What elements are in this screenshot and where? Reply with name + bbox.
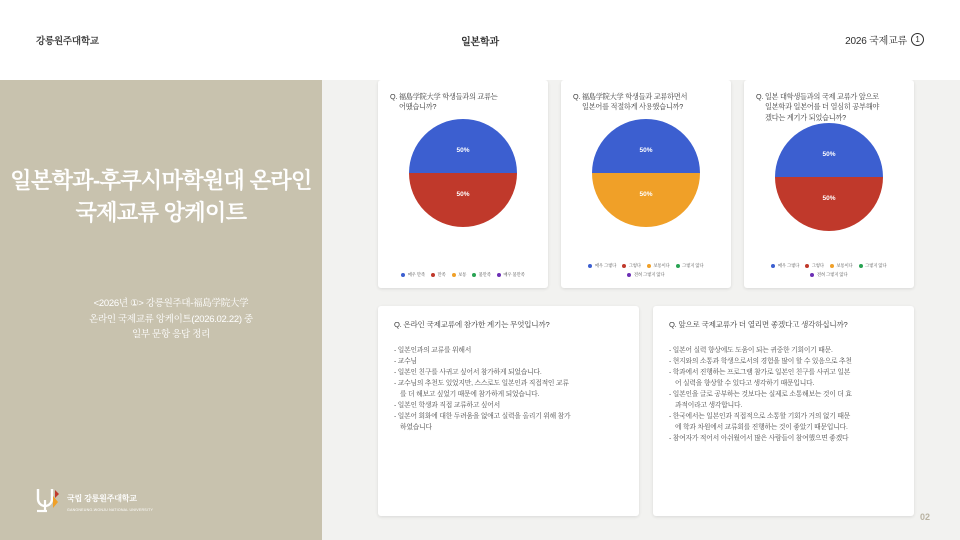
chart-1-legend-label-3: 불만족: [478, 272, 491, 277]
response-card-2-line-4: - 일본인을 글로 공부하는 것보다는 실제로 소통해보는 것이 더 효: [669, 390, 852, 398]
chart-3-legend-item-2: [830, 263, 853, 269]
response-card-2-line-8: - 참여자가 적어서 아쉬웠어서 많은 사람들이 참여했으면 좋겠다: [669, 434, 849, 442]
response-card-1-question: Q. 온라인 국제교류에 참가한 계기는 무엇입니까?: [394, 320, 550, 329]
chart-1-legend: [378, 272, 548, 278]
chart-3-legend-item-4: [810, 272, 847, 278]
response-card-1-line-3: - 교수님의 추천도 있었지만, 스스로도 일본인과 직접적인 교류: [394, 379, 569, 387]
chart-3-legend-item-0: [771, 263, 799, 269]
response-card-2-question: Q. 앞으로 국제교류가 더 열리면 좋겠다고 생각하십니까?: [669, 320, 848, 329]
slide-main-title-line-2: 온라인 국제교류: [75, 168, 312, 225]
chart-1-pie-area: [378, 119, 548, 239]
chart-1-question-line-1: Q. 福島学院大学 학생들과의 교류는: [390, 92, 498, 101]
chart-3-legend-label-4: 전혀 그렇지 않다: [816, 272, 848, 277]
chart-1-legend-label-4: 매우 불만족: [503, 272, 525, 277]
response-card-2-line-6: - 한국에서는 일본인과 직접적으로 소통할 기회가 거의 없기 때문: [669, 412, 851, 420]
chart-1-legend-item-3: [472, 272, 491, 278]
slide-main-title-line-3: 앙케이트: [163, 199, 247, 225]
slide-subtitle-line-3: 일부 문항 응답 정리: [131, 329, 211, 341]
chart-3-legend-item-3: [859, 263, 887, 269]
chart-3-legend-label-0: 매우 그렇다: [777, 263, 800, 268]
chart-2-legend-label-4: 전혀 그렇지 않다: [633, 272, 665, 277]
chart-3-label-bottom: 50%: [822, 195, 836, 203]
response-card-2-line-3: 어 실력을 향상할 수 있다고 생각하기 때문입니다.: [675, 379, 815, 387]
chart-3-legend: [744, 263, 914, 278]
legend-dot-icon: [452, 273, 456, 277]
page-number: 02: [919, 512, 930, 522]
top-header-bar: [0, 0, 960, 80]
response-card-1-line-5: - 일본인 학생과 직접 교류하고 싶어서: [394, 401, 500, 409]
chart-3-pie: [775, 123, 883, 231]
legend-dot-icon: [401, 273, 405, 277]
chart-1-label-bottom: 50%: [456, 190, 470, 198]
chart-1-legend-item-2: [452, 272, 467, 278]
legend-dot-icon: [859, 264, 863, 268]
chart-3-question-line-1: Q. 일본 대학생들과의 국제 교류가 앞으로: [756, 92, 879, 101]
legend-dot-icon: [810, 273, 814, 277]
chart-2-legend-item-0: [588, 263, 616, 269]
chart-3-label-top: 50%: [822, 151, 836, 159]
chart-3-legend-label-3: 그렇지 않다: [865, 263, 887, 268]
chart-2-legend-item-4: [627, 272, 664, 278]
legend-dot-icon: [588, 264, 592, 268]
chart-1-question-line-2: 어땠습니까?: [399, 102, 437, 112]
chart-3-legend-label-1: 그렇다: [811, 263, 824, 268]
header-university-name: 강릉원주대학교: [36, 36, 99, 47]
chart-2-legend-item-1: [622, 263, 641, 269]
response-text-card-1: [378, 306, 639, 516]
response-card-1-answers: [378, 331, 639, 433]
chart-3-question: [744, 80, 914, 123]
response-card-1-line-1: - 교수님: [394, 357, 417, 365]
university-logo-english: GANGNEUNG-WONJU NATIONAL UNIVERSITY: [67, 508, 154, 513]
chart-2-legend: [561, 263, 731, 278]
chart-3-question-line-2: 일본학과 일본어를 더 열심히 공부해야: [765, 102, 880, 112]
slide-subtitle-line-2: 온라인 국제교류 앙케이트(2026.02.22) 중: [89, 313, 253, 325]
university-logo-korean: 국립 강릉원주대학교: [67, 493, 137, 503]
header-circled-number: 1: [911, 33, 924, 46]
chart-3-legend-item-1: [805, 263, 824, 269]
response-card-2-line-5: 과적이라고 생각합니다.: [675, 401, 743, 409]
university-logo-text: [67, 488, 153, 513]
legend-dot-icon: [627, 273, 631, 277]
header-right-label: [845, 32, 924, 47]
response-card-2-line-1: - 현지와의 소통과 학생으로서의 경험을 많이 할 수 있음으로 추천: [669, 357, 852, 365]
chart-1-legend-item-1: [431, 272, 446, 278]
chart-2-question-line-2: 일본어를 적절하게 사용했습니까?: [582, 102, 683, 112]
university-logo-mark-icon: [34, 486, 60, 514]
chart-3-question-line-3: 겠다는 계기가 되었습니까?: [765, 112, 846, 122]
legend-dot-icon: [497, 273, 501, 277]
chart-1-label-top: 50%: [456, 146, 470, 154]
content-area: [322, 80, 960, 540]
response-card-2-line-2: - 학과에서 진행하는 프로그램 참가로 일본인 친구를 사귀고 일본: [669, 368, 851, 376]
chart-2-legend-label-2: 보통이다: [653, 263, 670, 268]
chart-2-pie-area: [561, 119, 731, 239]
chart-3-pie-area: [744, 123, 914, 243]
chart-2-label-top: 50%: [639, 146, 653, 154]
response-card-1-line-7: 하였습니다: [400, 423, 432, 431]
response-card-2-line-0: - 일본어 실력 향상에도 도움이 되는 귀중한 기회이기 때문.: [669, 346, 833, 354]
legend-dot-icon: [676, 264, 680, 268]
legend-dot-icon: [472, 273, 476, 277]
chart-2-pie: [592, 119, 700, 227]
legend-dot-icon: [805, 264, 809, 268]
legend-dot-icon: [647, 264, 651, 268]
chart-2-legend-label-1: 그렇다: [628, 263, 641, 268]
chart-2-question-line-1: Q. 福島学院大学 학생들과 교류하면서: [573, 92, 688, 101]
response-card-2-answers: [653, 331, 914, 444]
legend-dot-icon: [771, 264, 775, 268]
header-department-title: 일본학과: [461, 37, 499, 48]
legend-dot-icon: [622, 264, 626, 268]
chart-2-question: [561, 80, 731, 113]
survey-chart-card-3: [744, 80, 914, 288]
legend-dot-icon: [830, 264, 834, 268]
chart-2-label-bottom: 50%: [639, 190, 653, 198]
chart-3-legend-label-2: 보통이다: [836, 263, 853, 268]
response-card-1-line-0: - 일본인과의 교류를 위해서: [394, 346, 472, 354]
response-card-2-line-7: 에 학과 차원에서 교류회를 진행하는 것이 좋았기 때문입니다.: [675, 423, 848, 431]
slide-subtitle: [46, 296, 296, 343]
legend-dot-icon: [431, 273, 435, 277]
survey-chart-card-1: [378, 80, 548, 288]
response-card-1-line-6: - 일본어 회화에 대한 두려움을 없애고 실력을 올리기 위해 참가: [394, 412, 571, 420]
left-title-panel: [0, 0, 322, 540]
chart-1-legend-label-1: 만족: [437, 272, 446, 277]
response-text-card-2: [653, 306, 914, 516]
chart-2-legend-item-3: [676, 263, 704, 269]
slide-main-title: [0, 165, 322, 229]
slide-main-title-line-1: 일본학과-후쿠시마학원대: [10, 168, 245, 193]
chart-2-legend-item-2: [647, 263, 670, 269]
survey-chart-card-2: [561, 80, 731, 288]
chart-1-question: [378, 80, 548, 113]
header-right-text: 2026 국제교류: [845, 36, 907, 47]
university-logo: [34, 486, 153, 514]
chart-1-legend-label-0: 매우 만족: [407, 272, 426, 277]
chart-1-pie: [409, 119, 517, 227]
chart-1-legend-label-2: 보통: [458, 272, 467, 277]
chart-2-legend-label-0: 매우 그렇다: [594, 263, 617, 268]
response-card-1-line-4: 를 더 해보고 싶었기 때문에 참가하게 되었습니다.: [400, 390, 540, 398]
response-card-1-line-2: - 일본인 친구를 사귀고 싶어서 참가하게 되었습니다.: [394, 368, 542, 376]
chart-2-legend-label-3: 그렇지 않다: [682, 263, 704, 268]
chart-1-legend-item-0: [401, 272, 425, 278]
slide-subtitle-line-1: <2026년 ①> 강릉원주대-福島学院大学: [93, 298, 249, 309]
chart-1-legend-item-4: [497, 272, 525, 278]
